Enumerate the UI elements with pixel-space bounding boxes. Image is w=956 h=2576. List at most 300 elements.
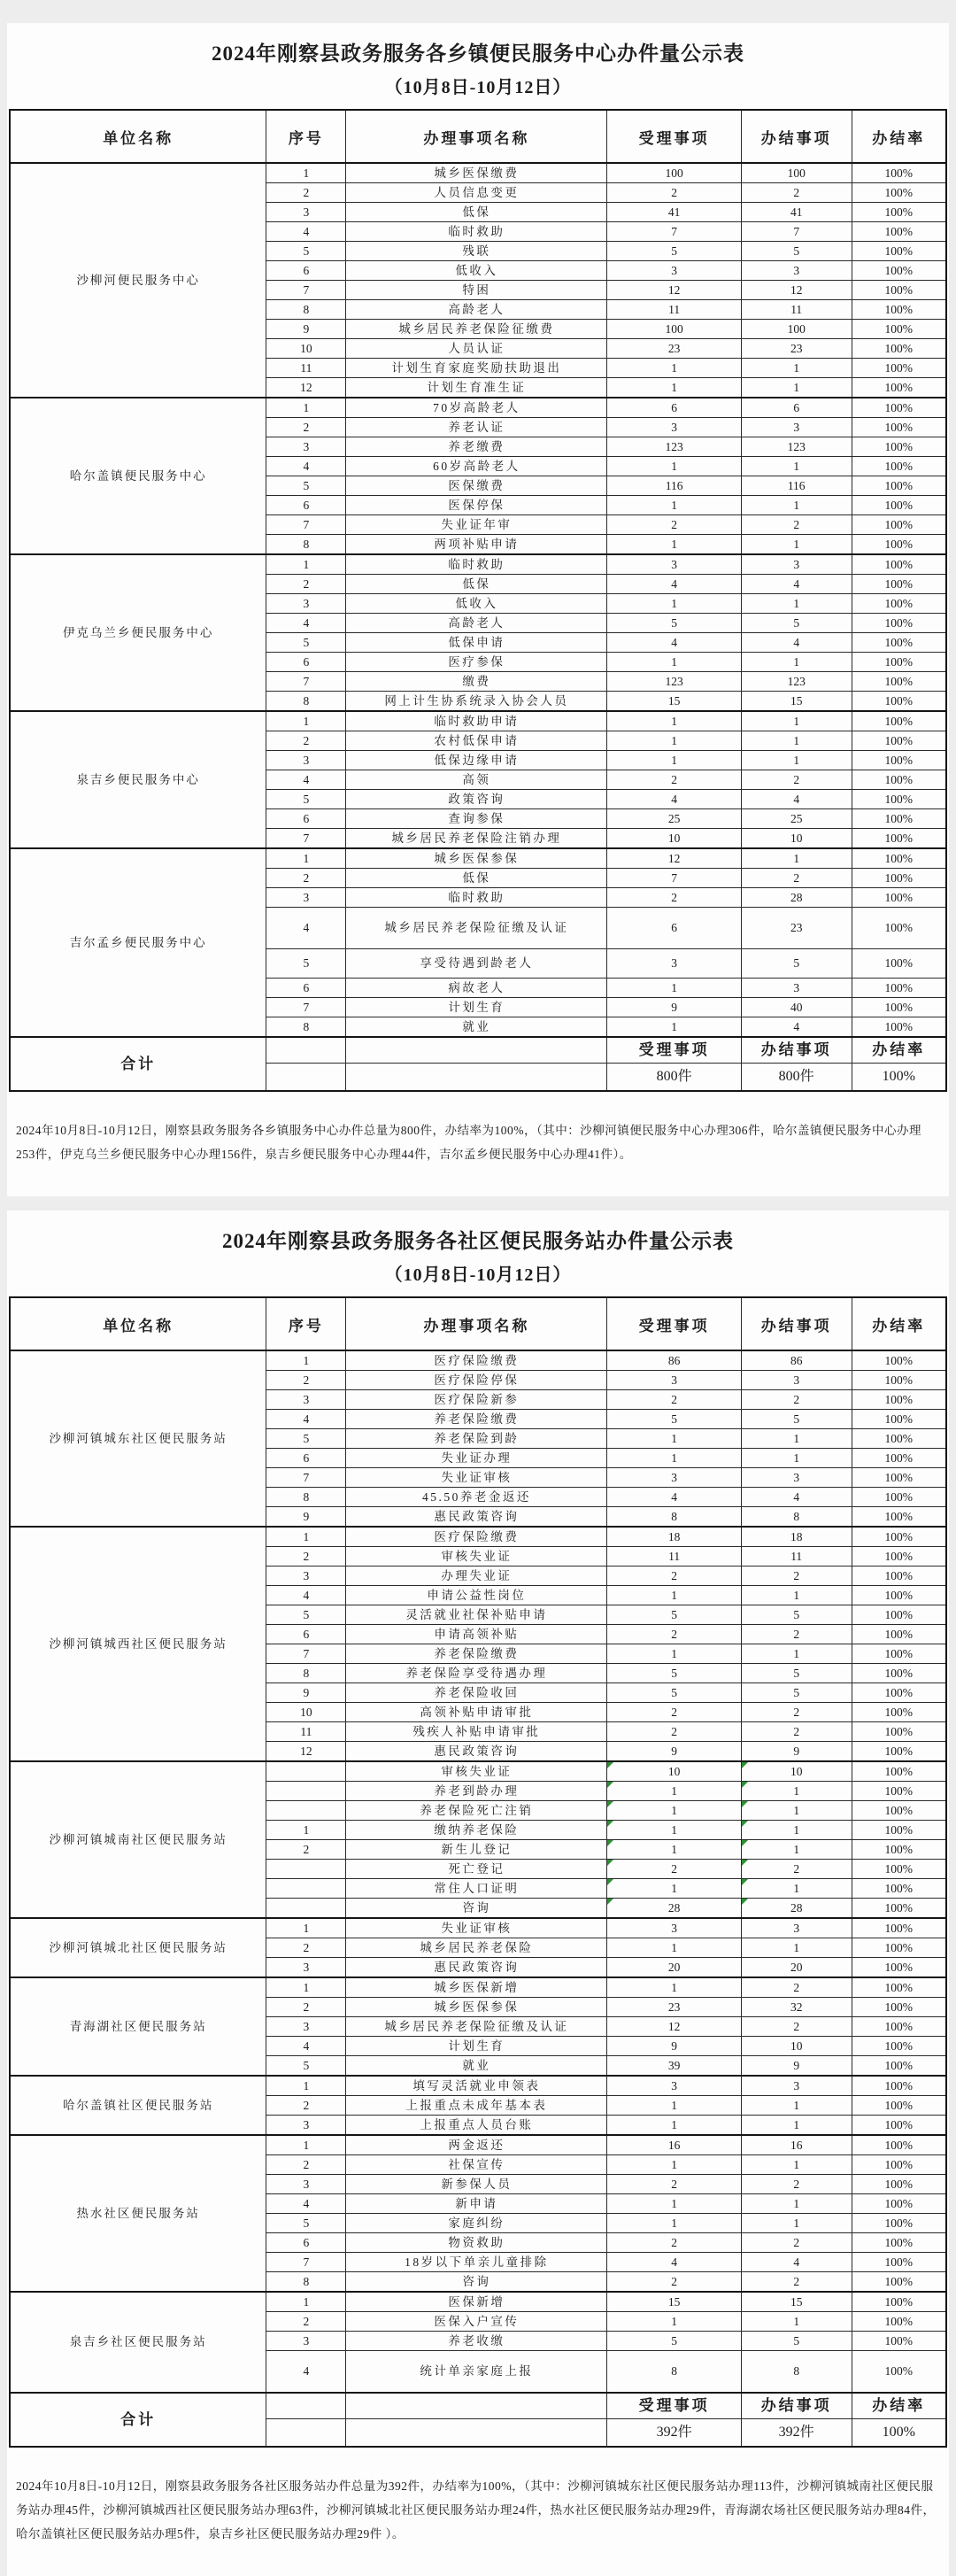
- total-label-cell: 合计: [10, 2393, 266, 2447]
- row-rate: 100%: [852, 1429, 946, 1449]
- row-accepted: 5: [607, 242, 741, 261]
- row-no: 9: [266, 320, 346, 339]
- row-item: 咨询: [346, 2272, 607, 2293]
- row-item: 60岁高龄老人: [346, 457, 607, 476]
- row-no: 5: [266, 633, 346, 653]
- row-item: 网上计生协系统录入协会人员: [346, 692, 607, 712]
- row-accepted: 1: [607, 731, 741, 751]
- table-row: [10, 1918, 946, 1938]
- row-rate: 100%: [852, 1860, 946, 1879]
- row-no: 3: [266, 203, 346, 222]
- row-rate: 100%: [852, 183, 946, 203]
- row-rate: 100%: [852, 281, 946, 300]
- row-rate: 100%: [852, 751, 946, 770]
- row-item: 政策咨询: [346, 790, 607, 809]
- row-completed: 1: [741, 359, 852, 378]
- row-item: 低保: [346, 203, 607, 222]
- row-completed: 1: [741, 1801, 852, 1821]
- row-rate: 100%: [852, 515, 946, 535]
- row-rate: 100%: [852, 1938, 946, 1958]
- row-accepted: 2: [607, 1703, 741, 1722]
- row-completed: 2: [741, 869, 852, 888]
- row-accepted: 39: [607, 2056, 741, 2077]
- row-completed: 25: [741, 809, 852, 829]
- row-completed: 1: [741, 1782, 852, 1801]
- row-item: 18岁以下单亲儿童排除: [346, 2253, 607, 2272]
- total-column-caption: 办结事项: [741, 1037, 852, 1064]
- row-rate: 100%: [852, 2076, 946, 2096]
- row-rate: 100%: [852, 1390, 946, 1410]
- empty-cell: [346, 2419, 607, 2448]
- row-accepted: 12: [607, 848, 741, 869]
- row-no: 5: [266, 2056, 346, 2077]
- row-no: 6: [266, 1449, 346, 1468]
- row-completed: 10: [741, 829, 852, 849]
- row-accepted: 5: [607, 1410, 741, 1429]
- row-no: 4: [266, 614, 346, 633]
- row-item: 物资救助: [346, 2233, 607, 2253]
- page-top-margin: [0, 0, 956, 23]
- row-accepted: 7: [607, 869, 741, 888]
- row-completed: 86: [741, 1350, 852, 1371]
- row-accepted: 1: [607, 2194, 741, 2214]
- row-completed: 10: [741, 1761, 852, 1782]
- row-item: 享受待遇到龄老人: [346, 949, 607, 979]
- row-rate: 100%: [852, 1801, 946, 1821]
- row-completed: 2: [741, 2272, 852, 2293]
- row-completed: 16: [741, 2135, 852, 2155]
- row-accepted: 123: [607, 672, 741, 692]
- row-accepted: 123: [607, 437, 741, 457]
- row-accepted: 2: [607, 770, 741, 790]
- row-item: 养老保险收回: [346, 1683, 607, 1703]
- row-item: 高领补贴申请审批: [346, 1703, 607, 1722]
- row-rate: 100%: [852, 888, 946, 908]
- row-rate: 100%: [852, 770, 946, 790]
- row-no: 5: [266, 949, 346, 979]
- row-no: 4: [266, 1586, 346, 1605]
- row-rate: 100%: [852, 672, 946, 692]
- row-accepted: 4: [607, 575, 741, 594]
- row-completed: 1: [741, 1879, 852, 1899]
- row-accepted: 1: [607, 535, 741, 555]
- row-completed: 1: [741, 1938, 852, 1958]
- row-item: 就业: [346, 2056, 607, 2077]
- row-no: 8: [266, 300, 346, 320]
- total-value-cell: 100%: [852, 1064, 946, 1092]
- row-no: 4: [266, 2037, 346, 2056]
- row-rate: 100%: [852, 320, 946, 339]
- row-completed: 1: [741, 731, 852, 751]
- row-rate: 100%: [852, 2135, 946, 2155]
- column-header: 办结事项: [741, 110, 852, 163]
- row-no: 12: [266, 378, 346, 398]
- row-completed: 1: [741, 848, 852, 869]
- row-item: 养老收缴: [346, 2332, 607, 2351]
- row-accepted: 3: [607, 261, 741, 281]
- row-rate: 100%: [852, 457, 946, 476]
- row-completed: 1: [741, 2312, 852, 2332]
- row-accepted: 1: [607, 1586, 741, 1605]
- row-item: 低保申请: [346, 633, 607, 653]
- row-item: 医疗保险新参: [346, 1390, 607, 1410]
- row-no: 6: [266, 979, 346, 998]
- column-header: 受理事项: [607, 1297, 741, 1350]
- row-no: 9: [266, 1683, 346, 1703]
- community-stations-section: [7, 1211, 949, 2576]
- row-rate: 100%: [852, 1683, 946, 1703]
- row-no: 8: [266, 2272, 346, 2293]
- row-item: 残联: [346, 242, 607, 261]
- row-accepted: 2: [607, 2175, 741, 2194]
- row-no: 2: [266, 731, 346, 751]
- row-item: 家庭纠纷: [346, 2214, 607, 2233]
- row-no: 3: [266, 437, 346, 457]
- row-item: 高龄老人: [346, 614, 607, 633]
- row-accepted: 1: [607, 2155, 741, 2175]
- unit-name-cell: 沙柳河镇城东社区便民服务站: [10, 1350, 266, 1527]
- row-rate: 100%: [852, 203, 946, 222]
- row-no: 1: [266, 398, 346, 418]
- row-rate: 100%: [852, 908, 946, 949]
- row-completed: 2: [741, 1566, 852, 1586]
- row-no: 3: [266, 594, 346, 614]
- row-rate: 100%: [852, 1449, 946, 1468]
- row-accepted: 10: [607, 829, 741, 849]
- row-completed: 116: [741, 476, 852, 496]
- row-no: 2: [266, 2312, 346, 2332]
- row-rate: 100%: [852, 998, 946, 1017]
- row-accepted: 3: [607, 1371, 741, 1390]
- row-item: 低收入: [346, 594, 607, 614]
- row-rate: 100%: [852, 2292, 946, 2312]
- row-item: 低保边缘申请: [346, 751, 607, 770]
- row-rate: 100%: [852, 1977, 946, 1998]
- row-rate: 100%: [852, 829, 946, 849]
- row-completed: 1: [741, 2116, 852, 2136]
- row-rate: 100%: [852, 242, 946, 261]
- row-accepted: 2: [607, 1390, 741, 1410]
- row-completed: 2: [741, 1860, 852, 1879]
- row-item: 上报重点人员台账: [346, 2116, 607, 2136]
- township-centers-table: [9, 109, 947, 1092]
- row-completed: 1: [741, 1840, 852, 1860]
- row-no: 4: [266, 2194, 346, 2214]
- table2-title-block: [9, 1211, 947, 1296]
- row-no: 4: [266, 222, 346, 242]
- row-item: 死亡登记: [346, 1860, 607, 1879]
- table-row: [10, 1977, 946, 1998]
- row-accepted: 1: [607, 1782, 741, 1801]
- row-completed: 5: [741, 2332, 852, 2351]
- row-completed: 2: [741, 1722, 852, 1742]
- table-row: [10, 848, 946, 869]
- row-rate: 100%: [852, 1527, 946, 1547]
- row-completed: 2: [741, 2017, 852, 2037]
- row-completed: 18: [741, 1527, 852, 1547]
- row-accepted: 2: [607, 1566, 741, 1586]
- table2-subtitle: （10月8日-10月12日）: [384, 1265, 572, 1285]
- row-accepted: 28: [607, 1899, 741, 1919]
- row-rate: 100%: [852, 359, 946, 378]
- row-item: 养老保险享受待遇办理: [346, 1664, 607, 1683]
- table-row: [10, 2076, 946, 2096]
- row-accepted: 100: [607, 163, 741, 183]
- row-completed: 28: [741, 888, 852, 908]
- row-rate: 100%: [852, 2233, 946, 2253]
- row-item: 失业证年审: [346, 515, 607, 535]
- row-no: 1: [266, 1527, 346, 1547]
- row-item: 申请公益性岗位: [346, 1586, 607, 1605]
- row-completed: 4: [741, 633, 852, 653]
- row-no: 7: [266, 2253, 346, 2272]
- row-rate: 100%: [852, 437, 946, 457]
- row-no: 1: [266, 1918, 346, 1938]
- row-accepted: 5: [607, 1683, 741, 1703]
- row-no: [266, 1782, 346, 1801]
- unit-name-cell: 沙柳河镇城南社区便民服务站: [10, 1761, 266, 1918]
- row-no: 5: [266, 242, 346, 261]
- row-rate: 100%: [852, 1664, 946, 1683]
- table1-title-block: [9, 23, 947, 109]
- row-no: 7: [266, 1468, 346, 1488]
- row-accepted: 1: [607, 1938, 741, 1958]
- row-no: 8: [266, 535, 346, 555]
- row-completed: 11: [741, 1547, 852, 1566]
- row-accepted: 20: [607, 1958, 741, 1978]
- unit-name-cell: 泉吉乡社区便民服务站: [10, 2292, 266, 2393]
- empty-cell: [346, 1064, 607, 1092]
- unit-name-cell: 青海湖社区便民服务站: [10, 1977, 266, 2076]
- row-accepted: 5: [607, 614, 741, 633]
- row-item: 计划生育: [346, 2037, 607, 2056]
- row-rate: 100%: [852, 554, 946, 575]
- unit-name-cell: 泉吉乡便民服务中心: [10, 711, 266, 848]
- row-accepted: 1: [607, 1449, 741, 1468]
- row-item: 低保: [346, 575, 607, 594]
- row-rate: 100%: [852, 1821, 946, 1840]
- row-item: 两金返还: [346, 2135, 607, 2155]
- empty-cell: [346, 1037, 607, 1064]
- section-divider: [0, 1196, 956, 1211]
- row-completed: 5: [741, 1410, 852, 1429]
- row-accepted: 2: [607, 1625, 741, 1644]
- row-completed: 1: [741, 1821, 852, 1840]
- row-item: 城乡医保新增: [346, 1977, 607, 1998]
- row-completed: 5: [741, 1664, 852, 1683]
- row-no: 1: [266, 2135, 346, 2155]
- row-accepted: 15: [607, 692, 741, 712]
- row-item: 医疗保险缴费: [346, 1527, 607, 1547]
- row-item: 养老认证: [346, 418, 607, 437]
- row-rate: 100%: [852, 496, 946, 515]
- row-accepted: 1: [607, 979, 741, 998]
- row-item: 残疾人补贴申请审批: [346, 1722, 607, 1742]
- row-item: 医疗保险停保: [346, 1371, 607, 1390]
- row-completed: 1: [741, 2194, 852, 2214]
- row-no: 2: [266, 183, 346, 203]
- row-rate: 100%: [852, 2312, 946, 2332]
- row-accepted: 1: [607, 1879, 741, 1899]
- row-item: 城乡居民养老保险征缴及认证: [346, 2017, 607, 2037]
- row-accepted: 1: [607, 1644, 741, 1664]
- row-no: 8: [266, 1017, 346, 1038]
- row-accepted: 2: [607, 1722, 741, 1742]
- row-rate: 100%: [852, 1742, 946, 1762]
- row-item: 医保缴费: [346, 476, 607, 496]
- row-no: [266, 1899, 346, 1919]
- row-item: 新参保人员: [346, 2175, 607, 2194]
- row-completed: 9: [741, 1742, 852, 1762]
- row-item: 缴纳养老保险: [346, 1821, 607, 1840]
- row-rate: 100%: [852, 1605, 946, 1625]
- row-item: 惠民政策咨询: [346, 1742, 607, 1762]
- row-completed: 3: [741, 1918, 852, 1938]
- row-accepted: 11: [607, 300, 741, 320]
- empty-cell: [266, 1064, 346, 1092]
- row-accepted: 8: [607, 1507, 741, 1528]
- row-rate: 100%: [852, 979, 946, 998]
- row-item: 城乡医保参保: [346, 848, 607, 869]
- community-stations-table: [9, 1296, 947, 2448]
- row-accepted: 100: [607, 320, 741, 339]
- row-item: 临时救助: [346, 554, 607, 575]
- row-item: 养老到龄办理: [346, 1782, 607, 1801]
- total-value-cell: 800件: [607, 1064, 741, 1092]
- row-completed: 1: [741, 496, 852, 515]
- row-completed: 1: [741, 1644, 852, 1664]
- row-rate: 100%: [852, 2194, 946, 2214]
- row-item: 医保入户宣传: [346, 2312, 607, 2332]
- unit-name-cell: 哈尔盖镇社区便民服务站: [10, 2076, 266, 2135]
- row-rate: 100%: [852, 1586, 946, 1605]
- row-item: 医疗参保: [346, 653, 607, 672]
- row-no: 3: [266, 1958, 346, 1978]
- row-completed: 7: [741, 222, 852, 242]
- row-no: 7: [266, 998, 346, 1017]
- column-header: 办理事项名称: [346, 110, 607, 163]
- row-completed: 1: [741, 2096, 852, 2116]
- row-rate: 100%: [852, 2272, 946, 2293]
- row-accepted: 1: [607, 1840, 741, 1860]
- row-item: 人员认证: [346, 339, 607, 359]
- row-completed: 3: [741, 1468, 852, 1488]
- row-accepted: 116: [607, 476, 741, 496]
- row-no: 7: [266, 515, 346, 535]
- row-accepted: 8: [607, 2351, 741, 2394]
- row-completed: 5: [741, 949, 852, 979]
- row-completed: 1: [741, 2214, 852, 2233]
- row-item: 常住人口证明: [346, 1879, 607, 1899]
- row-item: 灵活就业社保补贴申请: [346, 1605, 607, 1625]
- row-no: 2: [266, 575, 346, 594]
- row-rate: 100%: [852, 1468, 946, 1488]
- row-accepted: 4: [607, 633, 741, 653]
- column-header: 单位名称: [10, 110, 266, 163]
- row-item: 病故老人: [346, 979, 607, 998]
- row-no: 5: [266, 1429, 346, 1449]
- row-no: 8: [266, 1664, 346, 1683]
- row-rate: 100%: [852, 2155, 946, 2175]
- total-value-cell: 392件: [607, 2419, 741, 2448]
- row-accepted: 6: [607, 908, 741, 949]
- row-completed: 1: [741, 1429, 852, 1449]
- row-rate: 100%: [852, 1625, 946, 1644]
- row-item: 新申请: [346, 2194, 607, 2214]
- empty-cell: [266, 2393, 346, 2419]
- row-rate: 100%: [852, 2253, 946, 2272]
- row-completed: 32: [741, 1998, 852, 2017]
- row-rate: 100%: [852, 1879, 946, 1899]
- row-item: 城乡居民养老保险: [346, 1938, 607, 1958]
- row-rate: 100%: [852, 1703, 946, 1722]
- row-item: 城乡居民养老保险征缴费: [346, 320, 607, 339]
- row-completed: 11: [741, 300, 852, 320]
- row-no: [266, 1801, 346, 1821]
- row-no: 10: [266, 1703, 346, 1722]
- row-item: 咨询: [346, 1899, 607, 1919]
- row-item: 城乡医保缴费: [346, 163, 607, 183]
- row-no: 3: [266, 2332, 346, 2351]
- row-rate: 100%: [852, 1371, 946, 1390]
- row-no: 9: [266, 1507, 346, 1528]
- row-accepted: 5: [607, 2332, 741, 2351]
- row-completed: 8: [741, 1507, 852, 1528]
- row-completed: 1: [741, 653, 852, 672]
- row-completed: 4: [741, 790, 852, 809]
- row-rate: 100%: [852, 300, 946, 320]
- unit-name-cell: 伊克乌兰乡便民服务中心: [10, 554, 266, 711]
- row-no: 6: [266, 261, 346, 281]
- row-item: 失业证办理: [346, 1449, 607, 1468]
- row-rate: 100%: [852, 1722, 946, 1742]
- row-item: 养老保险缴费: [346, 1410, 607, 1429]
- unit-name-cell: 哈尔盖镇便民服务中心: [10, 398, 266, 554]
- row-completed: 23: [741, 908, 852, 949]
- row-accepted: 1: [607, 496, 741, 515]
- row-completed: 5: [741, 1683, 852, 1703]
- row-accepted: 3: [607, 418, 741, 437]
- row-accepted: 23: [607, 339, 741, 359]
- row-no: 11: [266, 1722, 346, 1742]
- row-accepted: 1: [607, 457, 741, 476]
- row-completed: 1: [741, 1586, 852, 1605]
- row-item: 失业证审核: [346, 1468, 607, 1488]
- row-item: 城乡居民养老保险注销办理: [346, 829, 607, 849]
- row-no: 2: [266, 1998, 346, 2017]
- row-completed: 1: [741, 594, 852, 614]
- row-no: 5: [266, 476, 346, 496]
- row-item: 惠民政策咨询: [346, 1507, 607, 1528]
- row-accepted: 2: [607, 2272, 741, 2293]
- row-item: 审核失业证: [346, 1761, 607, 1782]
- column-header: 办理事项名称: [346, 1297, 607, 1350]
- row-no: 2: [266, 869, 346, 888]
- table2-title: 2024年刚察县政务服务各社区便民服务站办件量公示表: [222, 1230, 734, 1252]
- row-accepted: 1: [607, 1977, 741, 1998]
- header-row: [10, 1297, 946, 1350]
- row-no: 3: [266, 888, 346, 908]
- total-value-cell: 800件: [741, 1064, 852, 1092]
- row-item: 查询参保: [346, 809, 607, 829]
- row-rate: 100%: [852, 398, 946, 418]
- row-item: 医疗保险缴费: [346, 1350, 607, 1371]
- row-item: 特困: [346, 281, 607, 300]
- row-no: 6: [266, 1625, 346, 1644]
- row-completed: 2: [741, 2233, 852, 2253]
- row-completed: 23: [741, 339, 852, 359]
- row-accepted: 23: [607, 1998, 741, 2017]
